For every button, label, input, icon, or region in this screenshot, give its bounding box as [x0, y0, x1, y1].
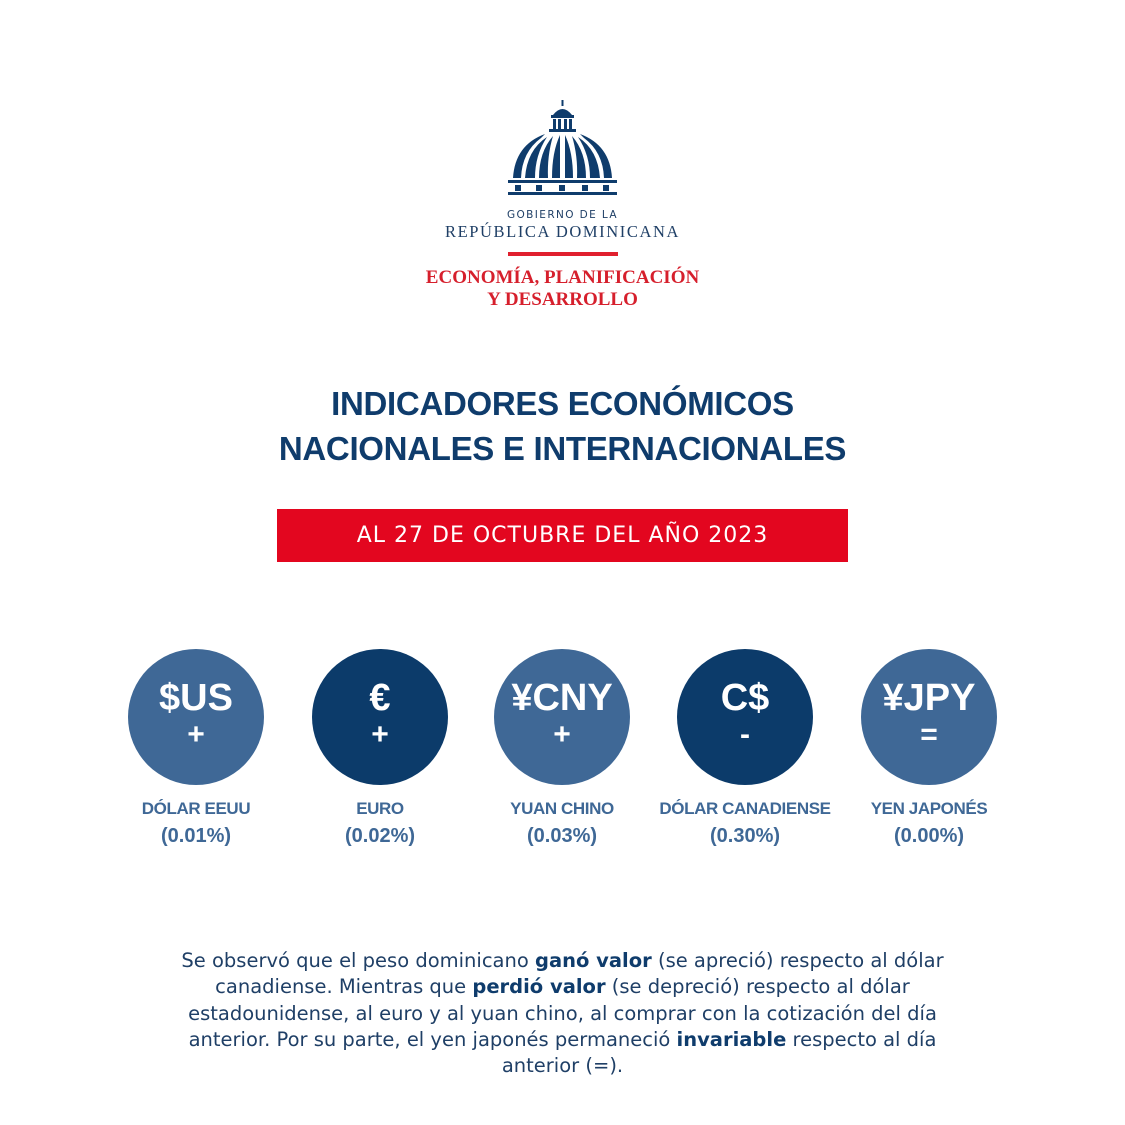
logo-divider [508, 252, 618, 256]
currency-name: DÓLAR CANADIENSE [659, 799, 831, 818]
date-banner [277, 509, 848, 562]
currency-name: YEN JAPONÉS [870, 799, 988, 818]
summary-text: respecto al día anterior (=). [501, 1027, 937, 1078]
government-label: GOBIERNO DE LA [506, 209, 619, 221]
currency-badge [312, 649, 448, 785]
currency-usd [96, 649, 296, 848]
currency-symbol: ¥CNY [511, 677, 613, 719]
change-direction: = [920, 718, 938, 751]
currency-change: (0.30%) [709, 825, 781, 847]
currency-symbol: C$ [720, 677, 770, 719]
summary-text: (se depreció) respecto al dólar estadounidense, al euro y al yuan chino, al comprar con la cotización del día anterior. Por su parte, el yen japonés permaneció [188, 975, 937, 1051]
currency-change: (0.03%) [526, 825, 598, 847]
change-direction: + [371, 718, 389, 751]
currency-cad [645, 649, 845, 848]
currency-name: EURO [356, 799, 404, 818]
date-text: AL 27 DE OCTUBRE DEL AÑO 2023 [356, 523, 769, 548]
summary-emphasis: invariable [676, 1027, 787, 1051]
currency-eur [280, 649, 480, 848]
summary-text: (se apreció) respecto al dólar canadiense. Mientras que [215, 949, 944, 999]
currency-symbol: ¥JPY [882, 677, 976, 719]
currency-badge [861, 649, 997, 785]
ministry-name-line1: ECONOMÍA, PLANIFICACIÓN [425, 267, 700, 288]
change-direction: - [740, 718, 750, 751]
currency-name: DÓLAR EEUU [141, 799, 251, 818]
currency-change: (0.00%) [893, 825, 965, 847]
capitol-dome-icon [505, 100, 620, 200]
currency-change: (0.02%) [344, 825, 416, 847]
ministry-name-line2: Y DESARROLLO [487, 289, 638, 310]
summary-emphasis: perdió valor [472, 975, 606, 999]
currency-change: (0.01%) [160, 825, 232, 847]
currency-badge [494, 649, 630, 785]
page-title [0, 381, 1125, 471]
currency-badge [677, 649, 813, 785]
currency-jpy [829, 649, 1029, 848]
currency-symbol: $US [159, 677, 233, 719]
change-direction: + [187, 718, 205, 751]
change-direction: + [553, 718, 571, 751]
currency-badge [128, 649, 264, 785]
page-title-line1: INDICADORES ECONÓMICOS [331, 385, 794, 422]
country-name: REPÚBLICA DOMINICANA [444, 222, 681, 241]
summary-emphasis: ganó valor [535, 949, 652, 972]
currency-symbol: € [369, 677, 391, 719]
currency-name: YUAN CHINO [510, 799, 614, 818]
summary-text: Se observó que el peso dominicano [181, 949, 535, 972]
page-title-line2: NACIONALES E INTERNACIONALES [278, 430, 847, 467]
currency-cny [462, 649, 662, 848]
summary-paragraph [150, 948, 975, 1079]
ministry-name [0, 267, 1125, 311]
